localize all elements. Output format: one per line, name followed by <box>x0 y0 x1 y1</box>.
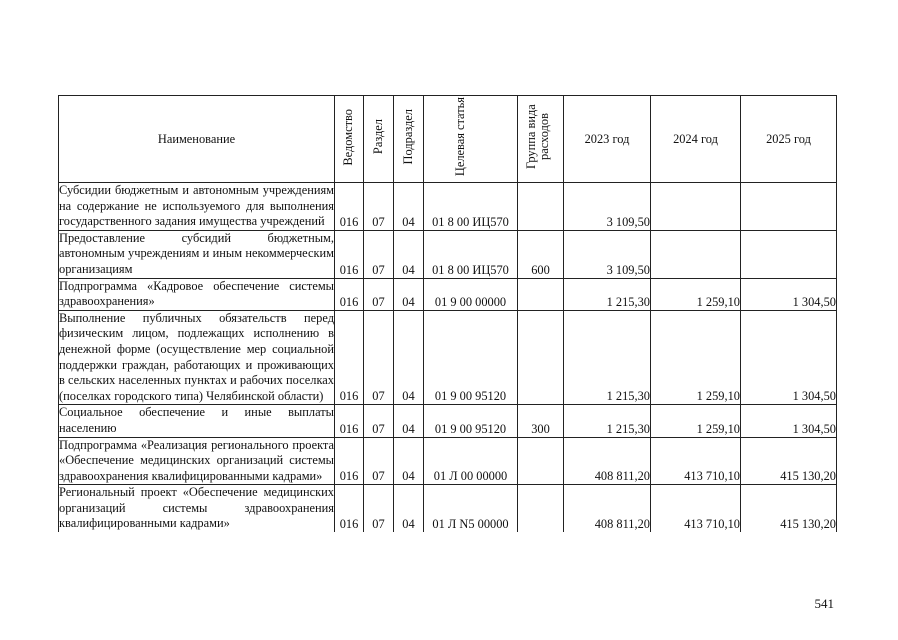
header-year-2023: 2023 год <box>564 96 651 183</box>
row-amount-2024: 1 259,10 <box>651 405 741 437</box>
row-amount-2023: 3 109,50 <box>564 183 651 231</box>
row-target-item: 01 9 00 95120 <box>424 405 518 437</box>
table-row <box>59 310 837 405</box>
header-row <box>59 96 837 183</box>
row-department: 016 <box>335 437 364 485</box>
row-amount-2025: 1 304,50 <box>741 405 837 437</box>
row-amount-2025: 415 130,20 <box>741 485 837 532</box>
table-row <box>59 437 837 485</box>
row-section: 07 <box>364 183 394 231</box>
header-department: Ведомство <box>335 96 364 183</box>
header-year-2025: 2025 год <box>741 96 837 183</box>
row-expense-group <box>518 437 564 485</box>
row-name: Выполнение публичных обязательств перед физическим лицом, подлежащих исполнению в денежной форме (осуществление мер социальной поддержки граждан, работающих и проживающих в сельских населенных пунктах и рабочих поселках (поселках городского типа) Челябинской области) <box>59 310 335 405</box>
row-expense-group: 300 <box>518 405 564 437</box>
row-target-item: 01 Л 00 00000 <box>424 437 518 485</box>
row-amount-2025 <box>741 183 837 231</box>
row-expense-group <box>518 183 564 231</box>
row-subsection: 04 <box>394 278 424 310</box>
row-amount-2025 <box>741 230 837 278</box>
row-amount-2025: 415 130,20 <box>741 437 837 485</box>
row-amount-2023: 408 811,20 <box>564 437 651 485</box>
row-amount-2023: 1 215,30 <box>564 278 651 310</box>
row-name: Подпрограмма «Кадровое обеспечение системы здравоохранения» <box>59 278 335 310</box>
row-target-item: 01 Л N5 00000 <box>424 485 518 532</box>
row-section: 07 <box>364 278 394 310</box>
row-section: 07 <box>364 230 394 278</box>
row-section: 07 <box>364 485 394 532</box>
row-amount-2023: 408 811,20 <box>564 485 651 532</box>
table-row <box>59 278 837 310</box>
row-amount-2024: 413 710,10 <box>651 437 741 485</box>
row-amount-2024 <box>651 183 741 231</box>
header-section: Раздел <box>364 96 394 183</box>
table-row <box>59 230 837 278</box>
row-target-item: 01 9 00 00000 <box>424 278 518 310</box>
row-amount-2023: 1 215,30 <box>564 405 651 437</box>
table-body <box>59 183 837 533</box>
row-subsection: 04 <box>394 405 424 437</box>
row-section: 07 <box>364 310 394 405</box>
row-section: 07 <box>364 437 394 485</box>
row-expense-group <box>518 485 564 532</box>
row-name: Региональный проект «Обеспечение медицинских организаций системы здравоохранения квалифицированными кадрами» <box>59 485 334 531</box>
row-name: Предоставление субсидий бюджетным, автономным учреждениям и иным некоммерческим организациям <box>59 230 335 278</box>
table-header <box>59 96 837 183</box>
row-amount-2024: 1 259,10 <box>651 310 741 405</box>
row-amount-2025: 1 304,50 <box>741 278 837 310</box>
row-target-item: 01 8 00 ИЦ570 <box>424 183 518 231</box>
row-target-item: 01 9 00 95120 <box>424 310 518 405</box>
row-department: 016 <box>335 230 364 278</box>
row-department: 016 <box>335 278 364 310</box>
row-amount-2024 <box>651 230 741 278</box>
row-subsection: 04 <box>394 230 424 278</box>
row-name: Подпрограмма «Реализация регионального проекта «Обеспечение медицинских организаций системы здравоохранения квалифицированными кадрами» <box>59 437 335 485</box>
header-target-item: Целевая статья <box>424 96 518 183</box>
row-subsection: 04 <box>394 183 424 231</box>
row-department: 016 <box>335 183 364 231</box>
row-amount-2023: 1 215,30 <box>564 310 651 405</box>
row-subsection: 04 <box>394 485 424 532</box>
row-amount-2024: 1 259,10 <box>651 278 741 310</box>
table-row <box>59 485 837 532</box>
row-name: Социальное обеспечение и иные выплаты населению <box>59 405 335 437</box>
table-row <box>59 183 837 231</box>
row-section: 07 <box>364 405 394 437</box>
table-row <box>59 405 837 437</box>
budget-document <box>58 95 836 532</box>
row-amount-2025: 1 304,50 <box>741 310 837 405</box>
row-expense-group <box>518 310 564 405</box>
header-year-2024: 2024 год <box>651 96 741 183</box>
row-expense-group: 600 <box>518 230 564 278</box>
page-number: 541 <box>814 596 834 611</box>
row-name: Субсидии бюджетным и автономным учреждениям на содержание не используемого для выполнения государственного задания имущества учреждений <box>59 183 335 231</box>
header-subsection: Подраздел <box>394 96 424 183</box>
row-department: 016 <box>335 310 364 405</box>
row-target-item: 01 8 00 ИЦ570 <box>424 230 518 278</box>
header-name: Наименование <box>59 96 335 183</box>
row-amount-2023: 3 109,50 <box>564 230 651 278</box>
row-subsection: 04 <box>394 310 424 405</box>
row-department: 016 <box>335 485 364 532</box>
row-expense-group <box>518 278 564 310</box>
row-amount-2024: 413 710,10 <box>651 485 741 532</box>
header-expense-group: Группа вида расходов <box>518 96 564 183</box>
row-subsection: 04 <box>394 437 424 485</box>
row-department: 016 <box>335 405 364 437</box>
budget-table <box>58 95 837 532</box>
